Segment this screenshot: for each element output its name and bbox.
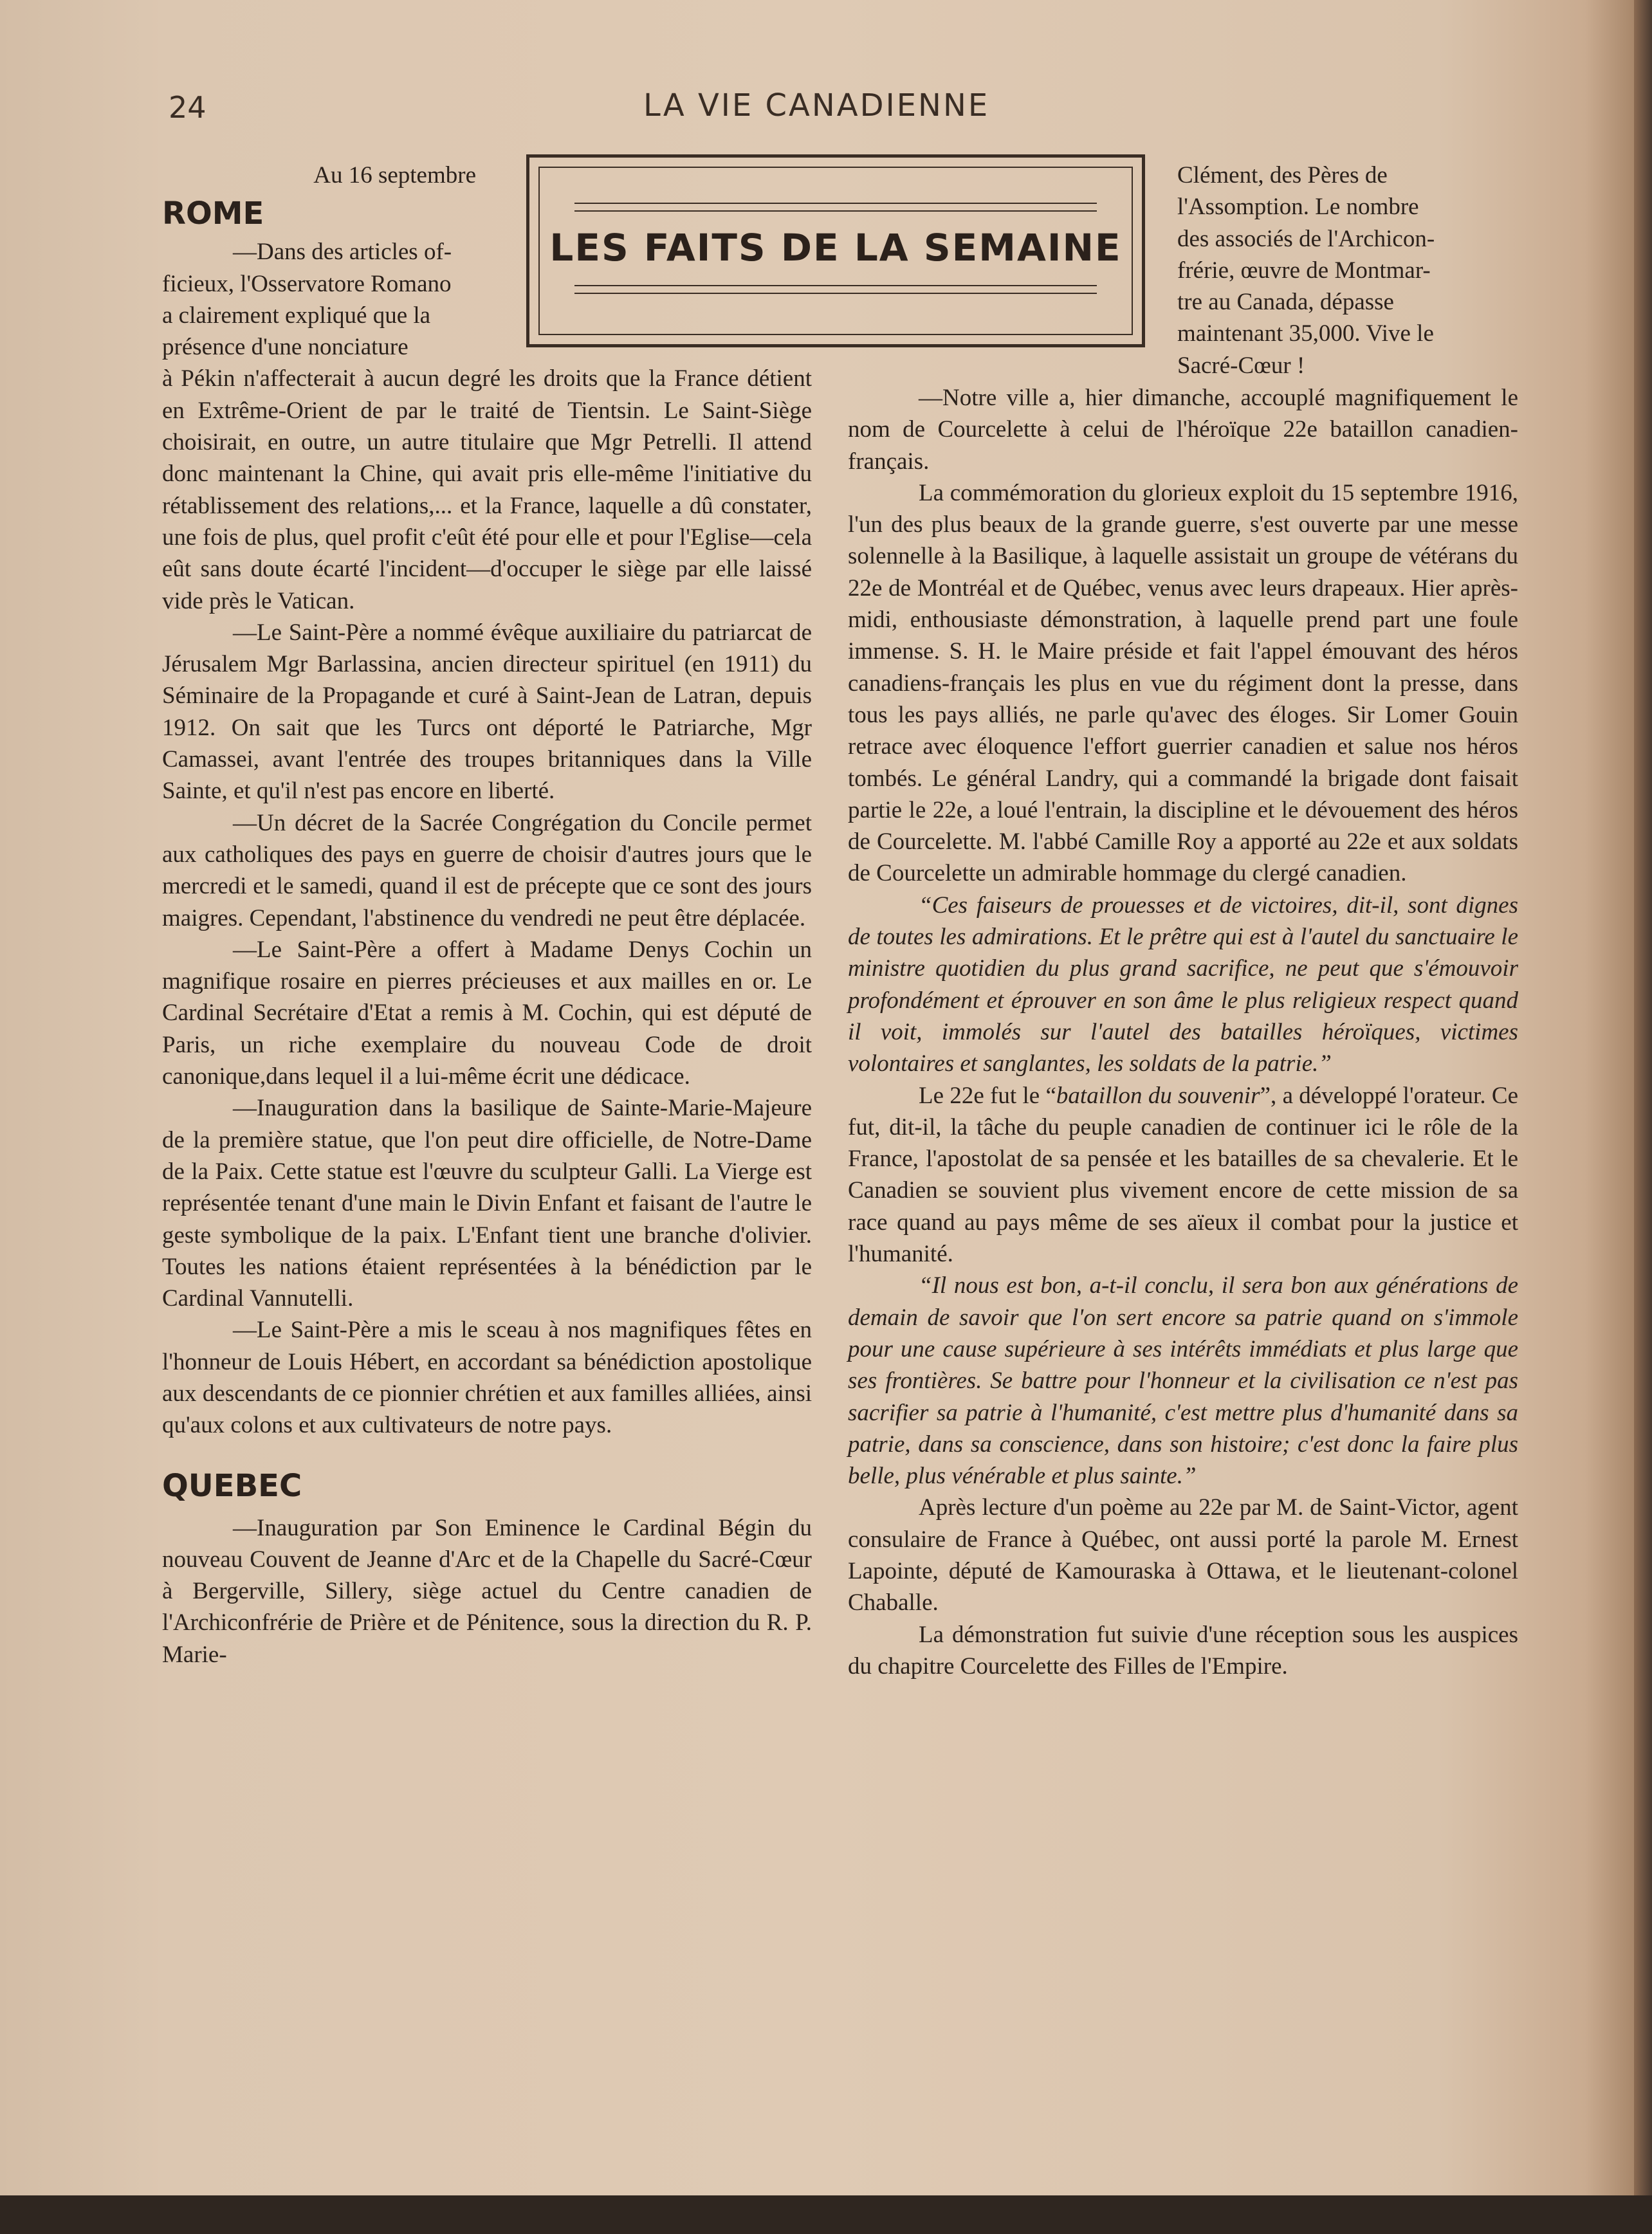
p4-text-a: Le 22e fut le “	[919, 1082, 1056, 1109]
rome-paragraph-2: —Le Saint-Père a nommé évêque auxiliaire du patriarcat de Jérusalem Mgr Barlassina, ancien directeur spirituel (en 1911) du Séminaire de la Propagande et curé à Saint-Jean de Latran, depuis 1912. On sait que les Turcs ont déporté le Patriarche, Mgr Camassei, avant l'entrée des troupes britanniques dans la Ville Sainte, et qu'il n'est pas encore en liberté.	[162, 619, 812, 805]
page-edge	[1634, 0, 1652, 2234]
courcelette-paragraph-4	[848, 1080, 1518, 1270]
rome-p1-line: a clairement expliqué que la	[162, 302, 431, 329]
running-title: LA VIE CANADIENNE	[643, 87, 990, 124]
courcelette-paragraph-7: La démonstration fut suivie d'une réception sous les auspices du chapitre Courcelette des Filles de l'Empire.	[848, 1621, 1518, 1680]
rome-paragraph-1: à Pékin n'affecterait à aucun degré les droits que la France détient en Extrême-Orient de par le traité de Tientsin. Le Saint-Siège choisirait, en outre, un autre titulaire que Mgr Petrelli. Il attend donc maintenant la Chine, qui avait pris elle-même l'initiative du rétablissement des relations,... et la France, laquelle a dû constater, une fois de plus, quel profit c'eût été pour elle et pour l'Eglise—cela eût sans doute écarté l'incident—d'occuper le siège par elle laissé vide près le Vatican.	[162, 365, 812, 614]
right-column	[848, 382, 1518, 1682]
rome-p1-line: —Dans des articles of-	[233, 239, 452, 266]
right-cont-line: Clément, des Pères de	[1177, 162, 1388, 188]
courcelette-paragraph-6: Après lecture d'un poème au 22e par M. de Saint-Victor, agent consulaire de France à Québec, ont aussi porté la parole M. Ernest Lapointe, député de Kamouraska à Ottawa, et le lieutenant-colonel Chaballe.	[848, 1494, 1518, 1616]
right-cont-line: frérie, œuvre de Montmar-	[1177, 257, 1431, 284]
left-column-narrow-block	[162, 160, 495, 363]
rome-paragraph-5: —Inauguration dans la basilique de Sainte-Marie-Majeure de la première statue, que l'on peut dire officielle, de Notre-Dame de la Paix. Cette statue est l'œuvre du sculpteur Galli. La Vierge est représentée tenant d'une main le Divin Enfant et faisant de l'autre le geste symbolique de la paix. L'Enfant tient une branche d'olivier. Toutes les nations étaient représentées à la bénédiction par le Cardinal Vannutelli.	[162, 1095, 812, 1312]
rome-paragraph-6: —Le Saint-Père a mis le sceau à nos magnifiques fêtes en l'honneur de Louis Hébert, en accordant sa bénédiction apostolique aux descendants de ce pionnier chrétien et aux familles alliées, ainsi qu'aux colons et aux cultivateurs de notre pays.	[162, 1317, 812, 1439]
quote-paragraph-2	[848, 1270, 1518, 1492]
p4-text-b: ”, a développé l'orateur. Ce fut, dit-il, la tâche du peuple canadien de continuer ici le rôle de la France, l'apostolat de sa pensée et les batailles de sa chevalerie. Et le Canadien se souvient plus vivement encore de cette mission de sa race quand au pays même de ses aïeux il combat pour la justice et l'humanité.	[848, 1082, 1519, 1268]
right-column-top	[1177, 160, 1518, 381]
right-cont-line: tre au Canada, dépasse	[1177, 289, 1394, 316]
rome-paragraph-3: —Un décret de la Sacrée Congrégation du Concile permet aux catholiques des pays en guerre de choisir d'autres jours que le mercredi et le samedi, quand il est de précepte que ce sont des jours maigres. Cependant, l'abstinence du vendredi ne peut être déplacée.	[162, 809, 812, 931]
quote-text-2: “Il nous est bon, a-t-il conclu, il sera bon aux générations de demain de savoir que l'on sert encore sa patrie quand on s'immole pour une cause supérieure à ses intérêts immédiats et plus large que ses frontières. Se battre pour l'honneur et la civilisation ce n'est pas sacrifier sa patrie à l'humanité, c'est mettre plus d'humanité dans sa patrie, dans sa conscience, dans son histoire; c'est donc la faire plus belle, plus vénérable et plus sainte.”	[848, 1272, 1518, 1490]
section-title: LES FAITS DE LA SEMAINE	[549, 226, 1122, 270]
rome-paragraph-4: —Le Saint-Père a offert à Madame Denys Cochin un magnifique rosaire en pierres précieuses et aux mailles en or. Le Cardinal Secrétaire d'Etat a remis à M. Cochin, qui est député de Paris, un riche exemplaire du nouveau Code de droit canonique,dans lequel il a lui-même écrit une dédicace.	[162, 936, 812, 1090]
courcelette-paragraph-1: —Notre ville a, hier dimanche, accouplé magnifiquement le nom de Courcelette à celui de l'héroïque 22e bataillon canadien-français.	[848, 385, 1518, 475]
heading-quebec: QUEBEC	[162, 1467, 302, 1504]
right-cont-last: Sacré-Cœur !	[1177, 352, 1305, 379]
right-cont-line: des associés de l'Archicon-	[1177, 225, 1435, 252]
quote-text-1: “Ces faiseurs de prouesses et de victoires, dit-il, sont dignes de toutes les admirations. Et le prêtre qui est à l'autel du sanctuaire le ministre quotidien du plus grand sacrifice, ne peut que s'émouvoir profondément et éprouver en son âme le plus religieux respect quand il voit, immolés sur l'autel des batailles héroïques, victimes volontaires et sanglantes, les soldats de la patrie.”	[848, 892, 1518, 1077]
page-number: 24	[169, 90, 206, 125]
rome-p1-line: ficieux, l'Osservatore Romano	[162, 270, 452, 297]
dateline: Au 16 septembre	[313, 162, 476, 188]
courcelette-paragraph-2: La commémoration du glorieux exploit du 15 septembre 1916, l'un des plus beaux de la grande guerre, s'est ouverte par une messe solennelle à la Basilique, à laquelle assistait un groupe de vétérans du 22e de Montréal et de Québec, venus avec leurs drapeaux. Hier après-midi, enthousiaste démonstration, à laquelle prend part une foule immense. S. H. le Maire préside et fait l'appel émouvant des héros canadiens-français les plus en vue du régiment dont la presse, dans tous les pays alliés, ne parle qu'avec des éloges. Sir Lomer Gouin retrace avec éloquence l'effort guerrier canadien et salue nos héros tombés. Le général Landry, qui a commandé la brigade dont faisait partie le 22e, a loué l'entrain, la discipline et le dévouement des héros de Courcelette. M. l'abbé Camille Roy a apporté au 22e et aux soldats de Courcelette un admirable hommage du clergé canadien.	[848, 479, 1518, 887]
quote-paragraph-1	[848, 890, 1518, 1080]
scan-background	[0, 2195, 1652, 2234]
heading-rome: ROME	[162, 196, 264, 232]
right-cont-line: maintenant 35,000. Vive le	[1177, 320, 1434, 347]
p4-italic: bataillon du souvenir	[1056, 1082, 1260, 1109]
left-column	[162, 160, 812, 1671]
rome-p1-line: présence d'une nonciature	[162, 334, 408, 361]
quebec-paragraph-1: —Inauguration par Son Eminence le Cardinal Bégin du nouveau Couvent de Jeanne d'Arc et de la Chapelle du Sacré-Cœur à Bergerville, Sillery, siège actuel du Centre canadien de l'Archiconfrérie de Prière et de Pénitence, sous la direction du R. P. Marie-	[162, 1514, 812, 1668]
right-cont-line: l'Assomption. Le nombre	[1177, 194, 1419, 221]
